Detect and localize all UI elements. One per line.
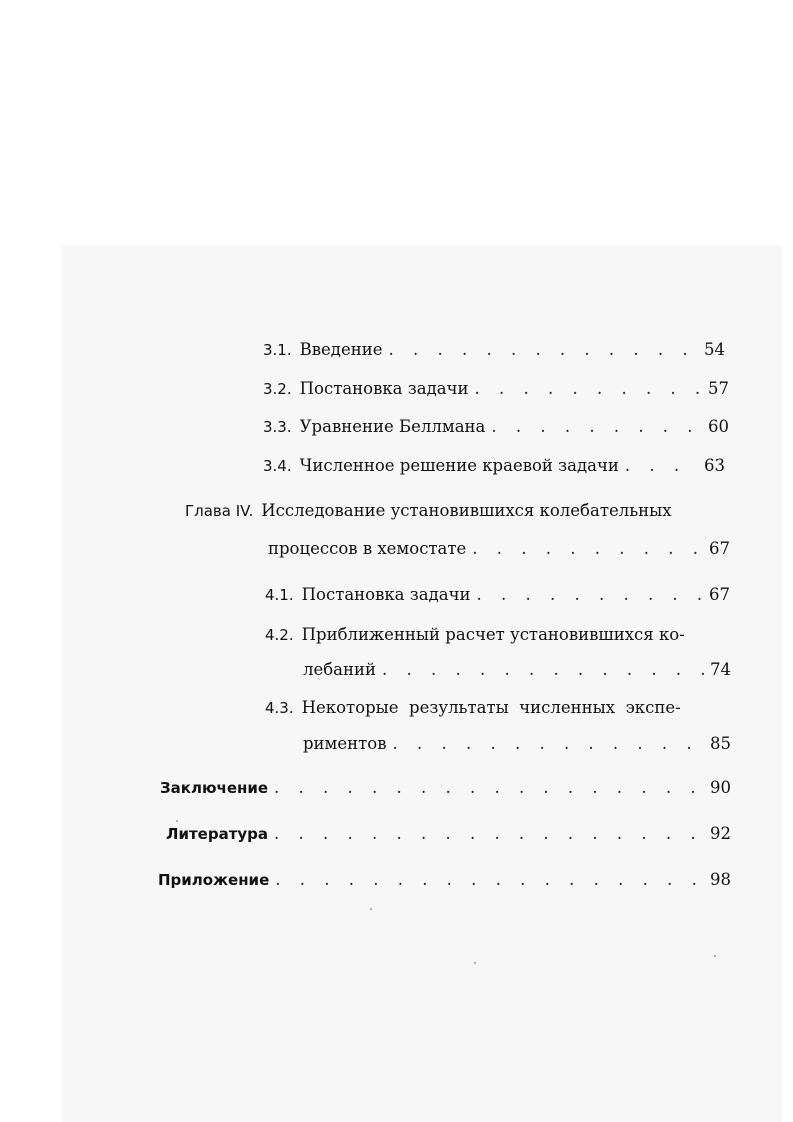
toc-leader-dots (477, 584, 703, 606)
scan-speck (370, 908, 372, 910)
toc-entry-page: 98 (710, 870, 731, 889)
toc-entry-page: 74 (710, 660, 731, 679)
toc-entry-title: Численное решение краевой задачи (299, 456, 619, 475)
toc-chapter-number: Глава IV. (185, 502, 254, 520)
toc-chapter-4-continuation[interactable] (268, 538, 730, 560)
toc-entry-number: 4.2. (265, 626, 294, 644)
toc-chapter-title-line1: Исследование установившихся колебательных (261, 501, 672, 520)
toc-leader-dots (625, 455, 698, 477)
toc-entry-page: 67 (709, 539, 730, 558)
toc-leader-dots (275, 869, 704, 891)
toc-entry-title-line2: риментов (303, 734, 387, 753)
toc-section-label: Приложение (158, 871, 270, 889)
toc-entry-bibliography[interactable] (166, 823, 731, 845)
toc-entry-appendix[interactable] (158, 869, 731, 891)
toc-entry-page: 67 (709, 585, 730, 604)
toc-leader-dots (472, 538, 703, 560)
toc-entry-4-3[interactable] (265, 697, 695, 719)
toc-leader-dots (274, 777, 704, 799)
toc-leader-dots (475, 378, 702, 400)
toc-entry-number: 4.1. (265, 586, 294, 604)
toc-entry-number: 4.3. (265, 699, 294, 717)
toc-entry-page: 92 (710, 824, 731, 843)
toc-entry-4-1[interactable] (265, 584, 730, 606)
toc-leader-dots (491, 416, 702, 438)
toc-leader-dots (382, 659, 704, 681)
toc-entry-title: Уравнение Беллмана (299, 417, 486, 436)
toc-entry-conclusion[interactable] (160, 777, 731, 799)
toc-section-label: Литература (166, 825, 269, 843)
toc-chapter-4-heading[interactable] (185, 500, 685, 522)
toc-entry-4-2-continuation[interactable] (303, 659, 731, 681)
toc-entry-title: Постановка задачи (301, 585, 471, 604)
toc-entry-title-line2: лебаний (303, 660, 377, 679)
toc-entry-4-3-continuation[interactable] (303, 733, 731, 755)
toc-entry-3-1[interactable] (263, 339, 725, 361)
toc-entry-title: Постановка задачи (299, 379, 469, 398)
toc-section-label: Заключение (160, 779, 269, 797)
toc-entry-page: 54 (704, 340, 725, 359)
toc-entry-number: 3.3. (263, 418, 292, 436)
scan-speck (474, 962, 476, 964)
toc-entry-page: 90 (710, 778, 731, 797)
toc-leader-dots (393, 733, 704, 755)
scan-speck (176, 820, 178, 822)
scan-speck (714, 955, 716, 957)
toc-entry-title: Введение (299, 340, 383, 359)
toc-entry-number: 3.2. (263, 380, 292, 398)
toc-entry-page: 63 (704, 456, 725, 475)
toc-entry-title-line1: Приближенный расчет установившихся ко- (301, 625, 685, 644)
toc-entry-3-4[interactable] (263, 455, 725, 477)
toc-entry-page: 85 (710, 734, 731, 753)
toc-entry-number: 3.4. (263, 457, 292, 475)
toc-entry-3-3[interactable] (263, 416, 729, 438)
toc-chapter-title-line2: процессов в хемостате (268, 539, 467, 558)
toc-entry-3-2[interactable] (263, 378, 729, 400)
toc-leader-dots (274, 823, 704, 845)
toc-entry-4-2[interactable] (265, 624, 695, 646)
toc-entry-page: 60 (708, 417, 729, 436)
toc-entry-page: 57 (708, 379, 729, 398)
toc-leader-dots (389, 339, 699, 361)
toc-entry-number: 3.1. (263, 341, 292, 359)
toc-entry-title-line1: Некоторые результаты численных экспе- (301, 698, 681, 717)
